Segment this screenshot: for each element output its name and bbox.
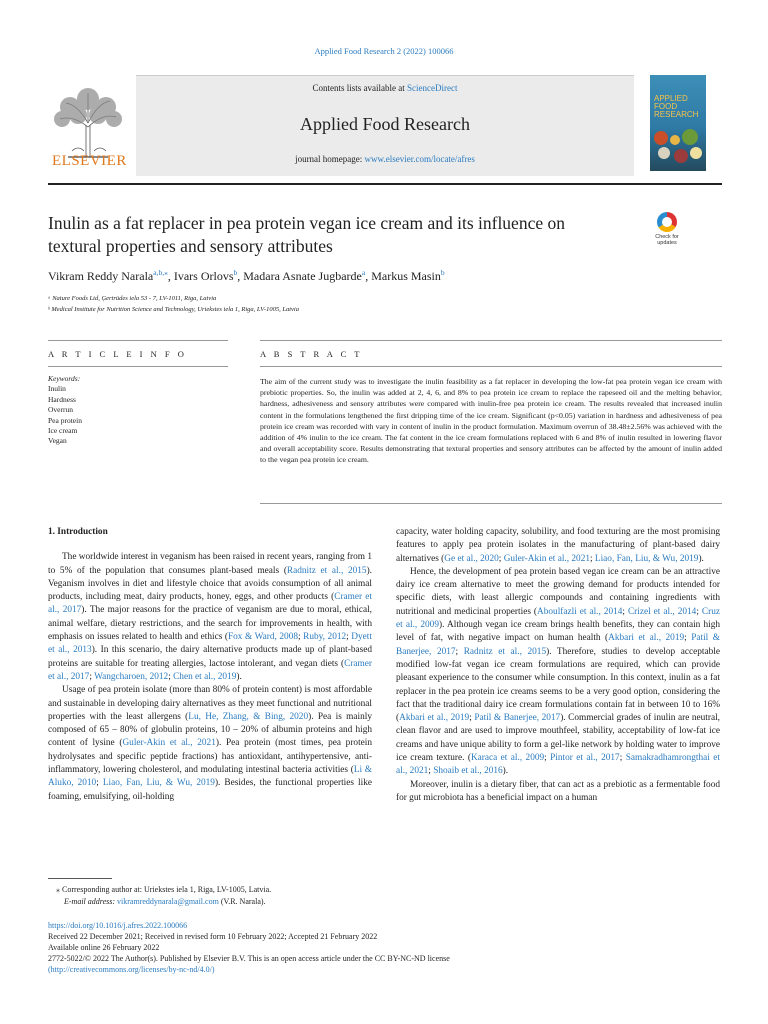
cover-title bbox=[654, 95, 698, 119]
citation-link[interactable]: Crizel et al., 2014 bbox=[627, 606, 697, 617]
journal-title: Applied Food Research bbox=[300, 114, 470, 134]
journal-reference[interactable]: Applied Food Research 2 (2022) 100066 bbox=[314, 46, 454, 56]
text-run: ). bbox=[236, 671, 242, 682]
citation-link[interactable]: Lu, He, Zhang, & Bing, 2020 bbox=[188, 711, 309, 722]
citation-link[interactable]: Radnitz et al., 2015 bbox=[286, 565, 367, 576]
journal-info-box bbox=[136, 75, 634, 176]
keyword: Ice cream bbox=[48, 426, 78, 436]
check-for-updates-button[interactable] bbox=[647, 212, 687, 256]
author-affil-marker[interactable]: a bbox=[361, 268, 366, 277]
text-run: ). Commercial grades of inulin are neutral, clean flavor and are used to improve mouthfeel, stability, acceptability of low-fat ice creams and have unique ability to form a gel-like network by holding water to improve ice cream texture. ( bbox=[396, 713, 720, 764]
text-run: ). bbox=[502, 766, 509, 777]
publication-info bbox=[48, 920, 722, 975]
text-run: ; bbox=[619, 753, 626, 764]
text-run: ). The major reasons for the practice of veganism are due to moral, ethical, animal welfare, dietary restrictions, and the search for improvements in health, with emphasis on issues related to health and ethics ( bbox=[48, 605, 373, 643]
keyword: Inulin bbox=[48, 384, 66, 394]
elsevier-wordmark: ELSEVIER bbox=[52, 153, 127, 169]
paragraph bbox=[48, 551, 372, 684]
text-run: ; bbox=[96, 778, 103, 789]
license-link[interactable]: (http://creativecommons.org/licenses/by-nc-nd/4.0/) bbox=[48, 965, 215, 974]
citation-link[interactable]: Liao, Fan, Liu, & Wu, 2019 bbox=[102, 778, 215, 789]
email-suffix: (V.R. Narala). bbox=[218, 897, 266, 906]
text-run: Moreover, inulin is a dietary fiber, that can act as a prebiotic as a fermentable food for gut microbiota has a beneficial impact on a human bbox=[396, 779, 720, 803]
citation-link[interactable]: Radnitz et al., 2015 bbox=[463, 646, 547, 657]
author-list: Vikram Reddy Narala$^{a,b,⁎}$, Ivars Orlovs$^b$, Madara Asnate Jugbarde$^a$, Markus Masin$^b$ bbox=[48, 268, 445, 283]
cover-line: APPLIED bbox=[654, 94, 688, 103]
divider bbox=[260, 340, 722, 341]
citation-link[interactable]: Ge et al., 2020 bbox=[444, 553, 499, 564]
citation-link[interactable]: Fox & Ward, 2008 bbox=[227, 632, 298, 643]
citation-link[interactable]: Li & Aluko, 2010 bbox=[48, 765, 372, 789]
author-affil-marker[interactable]: b bbox=[440, 268, 445, 277]
divider bbox=[260, 366, 722, 367]
affiliation-b: ᵇ Medical Institute for Nutrition Science and Technology, Uriekstes iela 1, Riga, LV-1005, Latvia bbox=[48, 306, 299, 313]
text-run: ). Besides, the functional properties like foaming, emulsifying, oil-holding bbox=[48, 778, 372, 802]
keyword: Hardness bbox=[48, 394, 76, 404]
author-name[interactable]: Ivars Orlovs bbox=[173, 269, 234, 283]
citation-link[interactable]: Liao, Fan, Liu, & Wu, 2019 bbox=[594, 553, 699, 564]
author-name[interactable]: Madara Asnate Jugbarde bbox=[243, 269, 362, 283]
citation-link[interactable]: Guler-Akin et al., 2021 bbox=[122, 738, 216, 749]
section-heading-introduction: 1. Introduction bbox=[48, 527, 108, 537]
title-line: textural properties and sensory attributes bbox=[48, 236, 333, 256]
text-run: ; bbox=[168, 671, 174, 682]
citation-link[interactable]: Pintor et al., 2017 bbox=[550, 753, 620, 764]
body-column-left bbox=[48, 526, 372, 804]
text-run: The worldwide interest in veganism has been raised in recent years, ranging from 1 to 5% of the population that consumes plant-based meals ( bbox=[48, 552, 372, 576]
text-run: Usage of pea protein isolate (more than 80% of protein content) is most affordable and sustainable in developing dairy alternatives as they meet functional and nutritional properties with the least allergens ( bbox=[48, 685, 372, 722]
text-run: ; bbox=[469, 713, 475, 724]
citation-link[interactable]: Chen et al., 2019 bbox=[173, 671, 237, 682]
citation-link[interactable]: Dyett et al., 2013 bbox=[48, 632, 372, 656]
text-run: Hence, the development of pea protein based vegan ice cream can be an attractive dairy ice cream alternative to meet the growing demand for products intended for specific diets, with least allergic compounds and containing ingredients with nutritional and medicinal properties ( bbox=[396, 566, 720, 617]
cover-line: FOOD bbox=[654, 102, 678, 111]
sciencedirect-link[interactable]: ScienceDirect bbox=[407, 83, 458, 93]
text-run: ). Pea is mainly composed of 65 – 80% of globulin proteins, 10 – 20% of albumin proteins and high content of lysine ( bbox=[48, 711, 372, 749]
paragraph bbox=[48, 684, 372, 804]
paragraph bbox=[396, 566, 720, 779]
author-affil-marker[interactable]: a,b,⁎ bbox=[153, 268, 168, 277]
license-text: 2772-5022/© 2022 The Author(s). Published by Elsevier B.V. This is an open access article under the CC BY-NC-ND license bbox=[48, 954, 450, 963]
text-run: ). Therefore, studies to develop acceptable modified low-fat vegan ice cream formulations are required, which can provide pleasant experience to the consumer while consumption. In this context, inulin as a fat replacer in the pea protein ice creams seems to be a very good option, considering the fact that the traditional dairy ice cream formulations contain fat in between 10 to 16% ( bbox=[396, 646, 720, 724]
citation-link[interactable]: Karaca et al., 2009 bbox=[470, 753, 545, 764]
text-run: ; bbox=[346, 632, 352, 643]
keywords-label: Keywords: bbox=[48, 374, 81, 383]
citation-link[interactable]: Patil & Banerjee, 2017 bbox=[396, 633, 720, 657]
citation-link[interactable]: Shoaib et al., 2016 bbox=[433, 766, 503, 777]
paragraph bbox=[396, 779, 720, 806]
citation-link[interactable]: Aboulfazli et al., 2014 bbox=[537, 606, 623, 617]
received-dates: Received 22 December 2021; Received in revised form 10 February 2022; Accepted 21 February 2022 bbox=[48, 932, 378, 941]
citation-link[interactable]: Samakradhamrongthai et al., 2021 bbox=[396, 753, 720, 777]
keywords-block bbox=[48, 374, 228, 447]
text-run: ; bbox=[684, 633, 692, 644]
text-run: ). In this scenario, the dairy alternative products made up of plant-based proteins are suitable for treating allergies, lactose intolerant, and vegan diets ( bbox=[48, 645, 372, 669]
citation-link[interactable]: Cramer et al., 2017 bbox=[48, 592, 372, 616]
journal-header bbox=[48, 75, 722, 185]
email-label: E-mail address: bbox=[64, 897, 118, 906]
divider bbox=[48, 340, 228, 341]
crossmark-label: Check for updates bbox=[655, 234, 679, 246]
text-run: ; bbox=[544, 753, 551, 764]
text-run: ; bbox=[89, 671, 95, 682]
text-run: capacity, water holding capacity, solubility, and food texturing are the most promising features to apply pea protein isolates in the manufacturing of plant-based dairy alternatives ( bbox=[396, 527, 720, 564]
keyword: Pea protein bbox=[48, 415, 82, 425]
title-line: Inulin as a fat replacer in pea protein vegan ice cream and its influence on bbox=[48, 213, 565, 233]
email-link[interactable]: vikramreddynarala@gmail.com bbox=[117, 897, 219, 906]
journal-cover-image bbox=[650, 75, 706, 171]
affiliation-a: ᵃ Nature Foods Ltd, Ģertrūdes iela 53 - 7, LV-1011, Riga, Latvia bbox=[48, 295, 217, 302]
text-run: ). Pea protein (most times, pea protein hydrolysates and specific peptide fractions) has antioxidant, antihypertensive, anti-inflammatory, lowering cholesterol, and modulating intestinal bacteria activities ( bbox=[48, 738, 373, 776]
text-run: ; bbox=[498, 553, 504, 564]
cover-line: RESEARCH bbox=[654, 110, 699, 119]
email-line bbox=[64, 896, 266, 907]
abstract-text: The aim of the current study was to investigate the inulin feasibility as a fat replacer in developing the low-fat pea protein vegan ice cream with prebiotic properties. So, the inulin was added at 2, 4, 6, and 8% to pea protein ice cream to replace the rapeseed oil and the melting behavior, hardness, adhesiveness and sensory attributes were compared with inulin-free pea protein ice cream. The results revealed that increased inulin content in the formulations lengthened the first dripping time of the ice cream. Significant (p<0.05) variation in hardness and adhesiveness of pea protein ice cream was recorded with vary in content of inulin in the product formulation. Maximum overrun of 38.48±2.56% was achieved with the addition of 4% inulin to the ice cream. The fat content in the ice cream formulations replaced with 6 and 8% of inulin resulted in lowering flavor and overall acceptability score. Results demonstrating that textural properties and sensory attributes can be affected by the amount of inulin added to the vegan pea protein ice cream. bbox=[260, 377, 722, 465]
text-run: ; bbox=[428, 766, 434, 777]
divider bbox=[48, 366, 228, 367]
text-run: ). Although vegan ice cream brings health benefits, they can contain high level of fat, with negative impact on human health ( bbox=[396, 620, 720, 644]
citation-link[interactable]: Patil & Banerjee, 2017 bbox=[474, 713, 561, 724]
text-run: ; bbox=[298, 632, 304, 643]
citation-link[interactable]: Cramer et al., 2017 bbox=[48, 658, 372, 682]
homepage-prefix: journal homepage: bbox=[295, 154, 365, 164]
homepage-link[interactable]: www.elsevier.com/locate/afres bbox=[364, 154, 475, 164]
citation-link[interactable]: Akbari et al., 2019 bbox=[608, 633, 685, 644]
text-run: ). bbox=[698, 553, 704, 564]
homepage-line bbox=[136, 154, 634, 164]
citation-link[interactable]: Ruby, 2012 bbox=[303, 632, 347, 643]
footnote-divider bbox=[48, 878, 112, 879]
crossmark-icon bbox=[657, 212, 677, 232]
contents-prefix: Contents lists available at bbox=[312, 83, 407, 93]
paragraph bbox=[396, 526, 720, 566]
citation-link[interactable]: Akbari et al., 2019 bbox=[399, 713, 470, 724]
citation-link[interactable]: Guler-Akin et al., 2021 bbox=[503, 553, 590, 564]
body-column-right bbox=[396, 526, 720, 805]
text-run: ; bbox=[622, 606, 628, 617]
citation-link[interactable]: Cruz et al., 2009 bbox=[396, 606, 720, 631]
doi-link[interactable]: https://doi.org/10.1016/j.afres.2022.100066 bbox=[48, 921, 188, 930]
author-affil-marker[interactable]: b bbox=[233, 268, 238, 277]
keyword: Overrun bbox=[48, 405, 73, 415]
corresponding-author-note: ⁎ Corresponding author at: Uriekstes iela 1, Riga, LV-1005, Latvia. bbox=[56, 885, 272, 894]
article-info-heading: A R T I C L E I N F O bbox=[48, 349, 187, 359]
text-run: ). Veganism involves in diet and lifestyle choice that avoids consumption of all animal products, including meat, dairy products, honey, eggs, and other products ( bbox=[48, 565, 372, 603]
abstract-heading: A B S T R A C T bbox=[260, 349, 363, 359]
available-online: Available online 26 February 2022 bbox=[48, 943, 160, 952]
keyword: Vegan bbox=[48, 436, 67, 446]
text-run: ; bbox=[590, 553, 595, 564]
author-name[interactable]: Markus Masin bbox=[371, 269, 441, 283]
divider bbox=[260, 503, 722, 504]
text-run: ; bbox=[455, 646, 464, 657]
text-run: ; bbox=[696, 606, 702, 617]
citation-link[interactable]: Wangcharoen, 2012 bbox=[94, 671, 169, 682]
article-title bbox=[48, 212, 608, 258]
author-name[interactable]: Vikram Reddy Narala bbox=[48, 269, 154, 283]
contents-line bbox=[136, 83, 634, 93]
